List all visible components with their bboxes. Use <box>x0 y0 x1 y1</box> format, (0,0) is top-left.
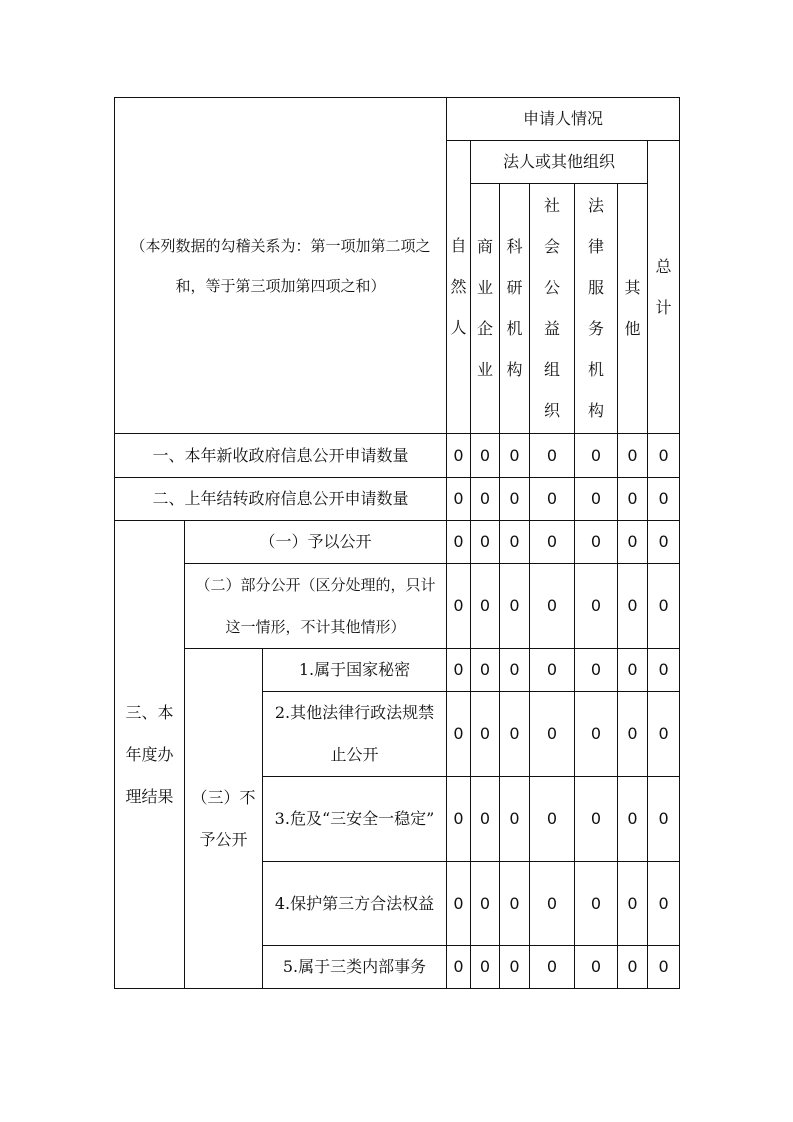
results-group-text: 三、本年度办理结果 <box>125 702 174 806</box>
cell: 0 <box>530 649 575 692</box>
cell: 0 <box>447 777 471 862</box>
cell: 0 <box>447 862 471 946</box>
row-label: 二、上年结转政府信息公开申请数量 <box>115 478 447 521</box>
table-row <box>115 434 680 478</box>
cell: 0 <box>471 946 500 989</box>
cell: 0 <box>530 946 575 989</box>
cell: 0 <box>575 649 618 692</box>
cell: 0 <box>471 649 500 692</box>
disclosure-statistics-table <box>114 97 680 989</box>
cell: 0 <box>648 692 680 777</box>
table-row <box>115 649 680 692</box>
table-row <box>115 564 680 649</box>
cell: 0 <box>575 434 618 478</box>
applicant-situation-header: 申请人情况 <box>447 98 680 141</box>
cell: 0 <box>575 478 618 521</box>
cell: 0 <box>500 478 530 521</box>
results-group-label <box>115 521 185 989</box>
cell: 0 <box>471 692 500 777</box>
col-label: 法律服务机构 <box>587 196 604 420</box>
cell: 0 <box>575 692 618 777</box>
cell: 0 <box>530 862 575 946</box>
cell: 0 <box>648 777 680 862</box>
cell: 0 <box>618 649 648 692</box>
cell: 0 <box>648 521 680 564</box>
cell: 0 <box>447 692 471 777</box>
col-label: 社会公益组织 <box>543 196 560 420</box>
table-row <box>115 478 680 521</box>
cell: 0 <box>530 521 575 564</box>
cell: 0 <box>648 478 680 521</box>
col-label: 商业企业 <box>476 237 493 379</box>
cell: 0 <box>575 564 618 649</box>
col-label: 科研机构 <box>506 237 523 379</box>
cell: 0 <box>530 692 575 777</box>
cell: 0 <box>648 434 680 478</box>
cell: 0 <box>447 521 471 564</box>
col-header-legal-service <box>575 184 618 434</box>
col-header-research <box>500 184 530 434</box>
row-label <box>263 692 447 777</box>
row-label: 1.属于国家秘密 <box>263 649 447 692</box>
col-label: 自然人 <box>450 236 467 337</box>
col-header-other <box>618 184 648 434</box>
legal-person-group-header: 法人或其他组织 <box>471 141 648 184</box>
row-label-text: （二）部分公开（区分处理的，只计这一情形，不计其他情形） <box>195 576 436 636</box>
cell: 0 <box>500 434 530 478</box>
cell: 0 <box>500 521 530 564</box>
table-row <box>115 521 680 564</box>
cell: 0 <box>500 862 530 946</box>
col-header-public-welfare <box>530 184 575 434</box>
cell: 0 <box>447 649 471 692</box>
cell: 0 <box>500 692 530 777</box>
cell: 0 <box>648 649 680 692</box>
cell: 0 <box>530 777 575 862</box>
row-label <box>263 862 447 946</box>
row-label: 5.属于三类内部事务 <box>263 946 447 989</box>
cell: 0 <box>500 649 530 692</box>
cell: 0 <box>618 434 648 478</box>
cell: 0 <box>618 564 648 649</box>
cell: 0 <box>471 862 500 946</box>
row-label <box>263 777 447 862</box>
cell: 0 <box>575 862 618 946</box>
cell: 0 <box>618 478 648 521</box>
not-public-label <box>185 649 263 989</box>
cell: 0 <box>500 777 530 862</box>
cell: 0 <box>575 946 618 989</box>
row-label-text: 4.保护第三方合法权益 <box>274 893 435 913</box>
col-header-commercial <box>471 184 500 434</box>
cell: 0 <box>618 692 648 777</box>
cell: 0 <box>648 862 680 946</box>
cell: 0 <box>575 521 618 564</box>
cell: 0 <box>447 946 471 989</box>
col-label: 总计 <box>655 256 672 317</box>
row-label: 一、本年新收政府信息公开申请数量 <box>115 434 447 478</box>
cell: 0 <box>530 478 575 521</box>
cell: 0 <box>471 777 500 862</box>
col-header-natural-person <box>447 141 471 434</box>
cell: 0 <box>648 946 680 989</box>
cell: 0 <box>618 777 648 862</box>
cell: 0 <box>471 564 500 649</box>
cell: 0 <box>648 564 680 649</box>
cell: 0 <box>618 862 648 946</box>
row-label: （一）予以公开 <box>185 521 447 564</box>
cell: 0 <box>500 564 530 649</box>
cell: 0 <box>447 564 471 649</box>
cell: 0 <box>471 521 500 564</box>
cell: 0 <box>500 946 530 989</box>
cell: 0 <box>530 434 575 478</box>
row-label-text: 3.危及“三安全一稳定” <box>274 809 435 828</box>
cell: 0 <box>447 478 471 521</box>
cell: 0 <box>530 564 575 649</box>
cell: 0 <box>618 946 648 989</box>
corner-note <box>115 98 447 434</box>
corner-note-text: （本列数据的勾稽关系为：第一项加第二项之和，等于第三项加第四项之和） <box>130 236 431 295</box>
cell: 0 <box>471 478 500 521</box>
not-public-text: （三）不予公开 <box>191 787 256 849</box>
cell: 0 <box>618 521 648 564</box>
col-header-total <box>648 141 680 434</box>
row-label-text: 2.其他法律行政法规禁止公开 <box>274 703 435 764</box>
cell: 0 <box>447 434 471 478</box>
row-label <box>185 564 447 649</box>
col-label: 其他 <box>624 278 641 338</box>
cell: 0 <box>471 434 500 478</box>
cell: 0 <box>575 777 618 862</box>
